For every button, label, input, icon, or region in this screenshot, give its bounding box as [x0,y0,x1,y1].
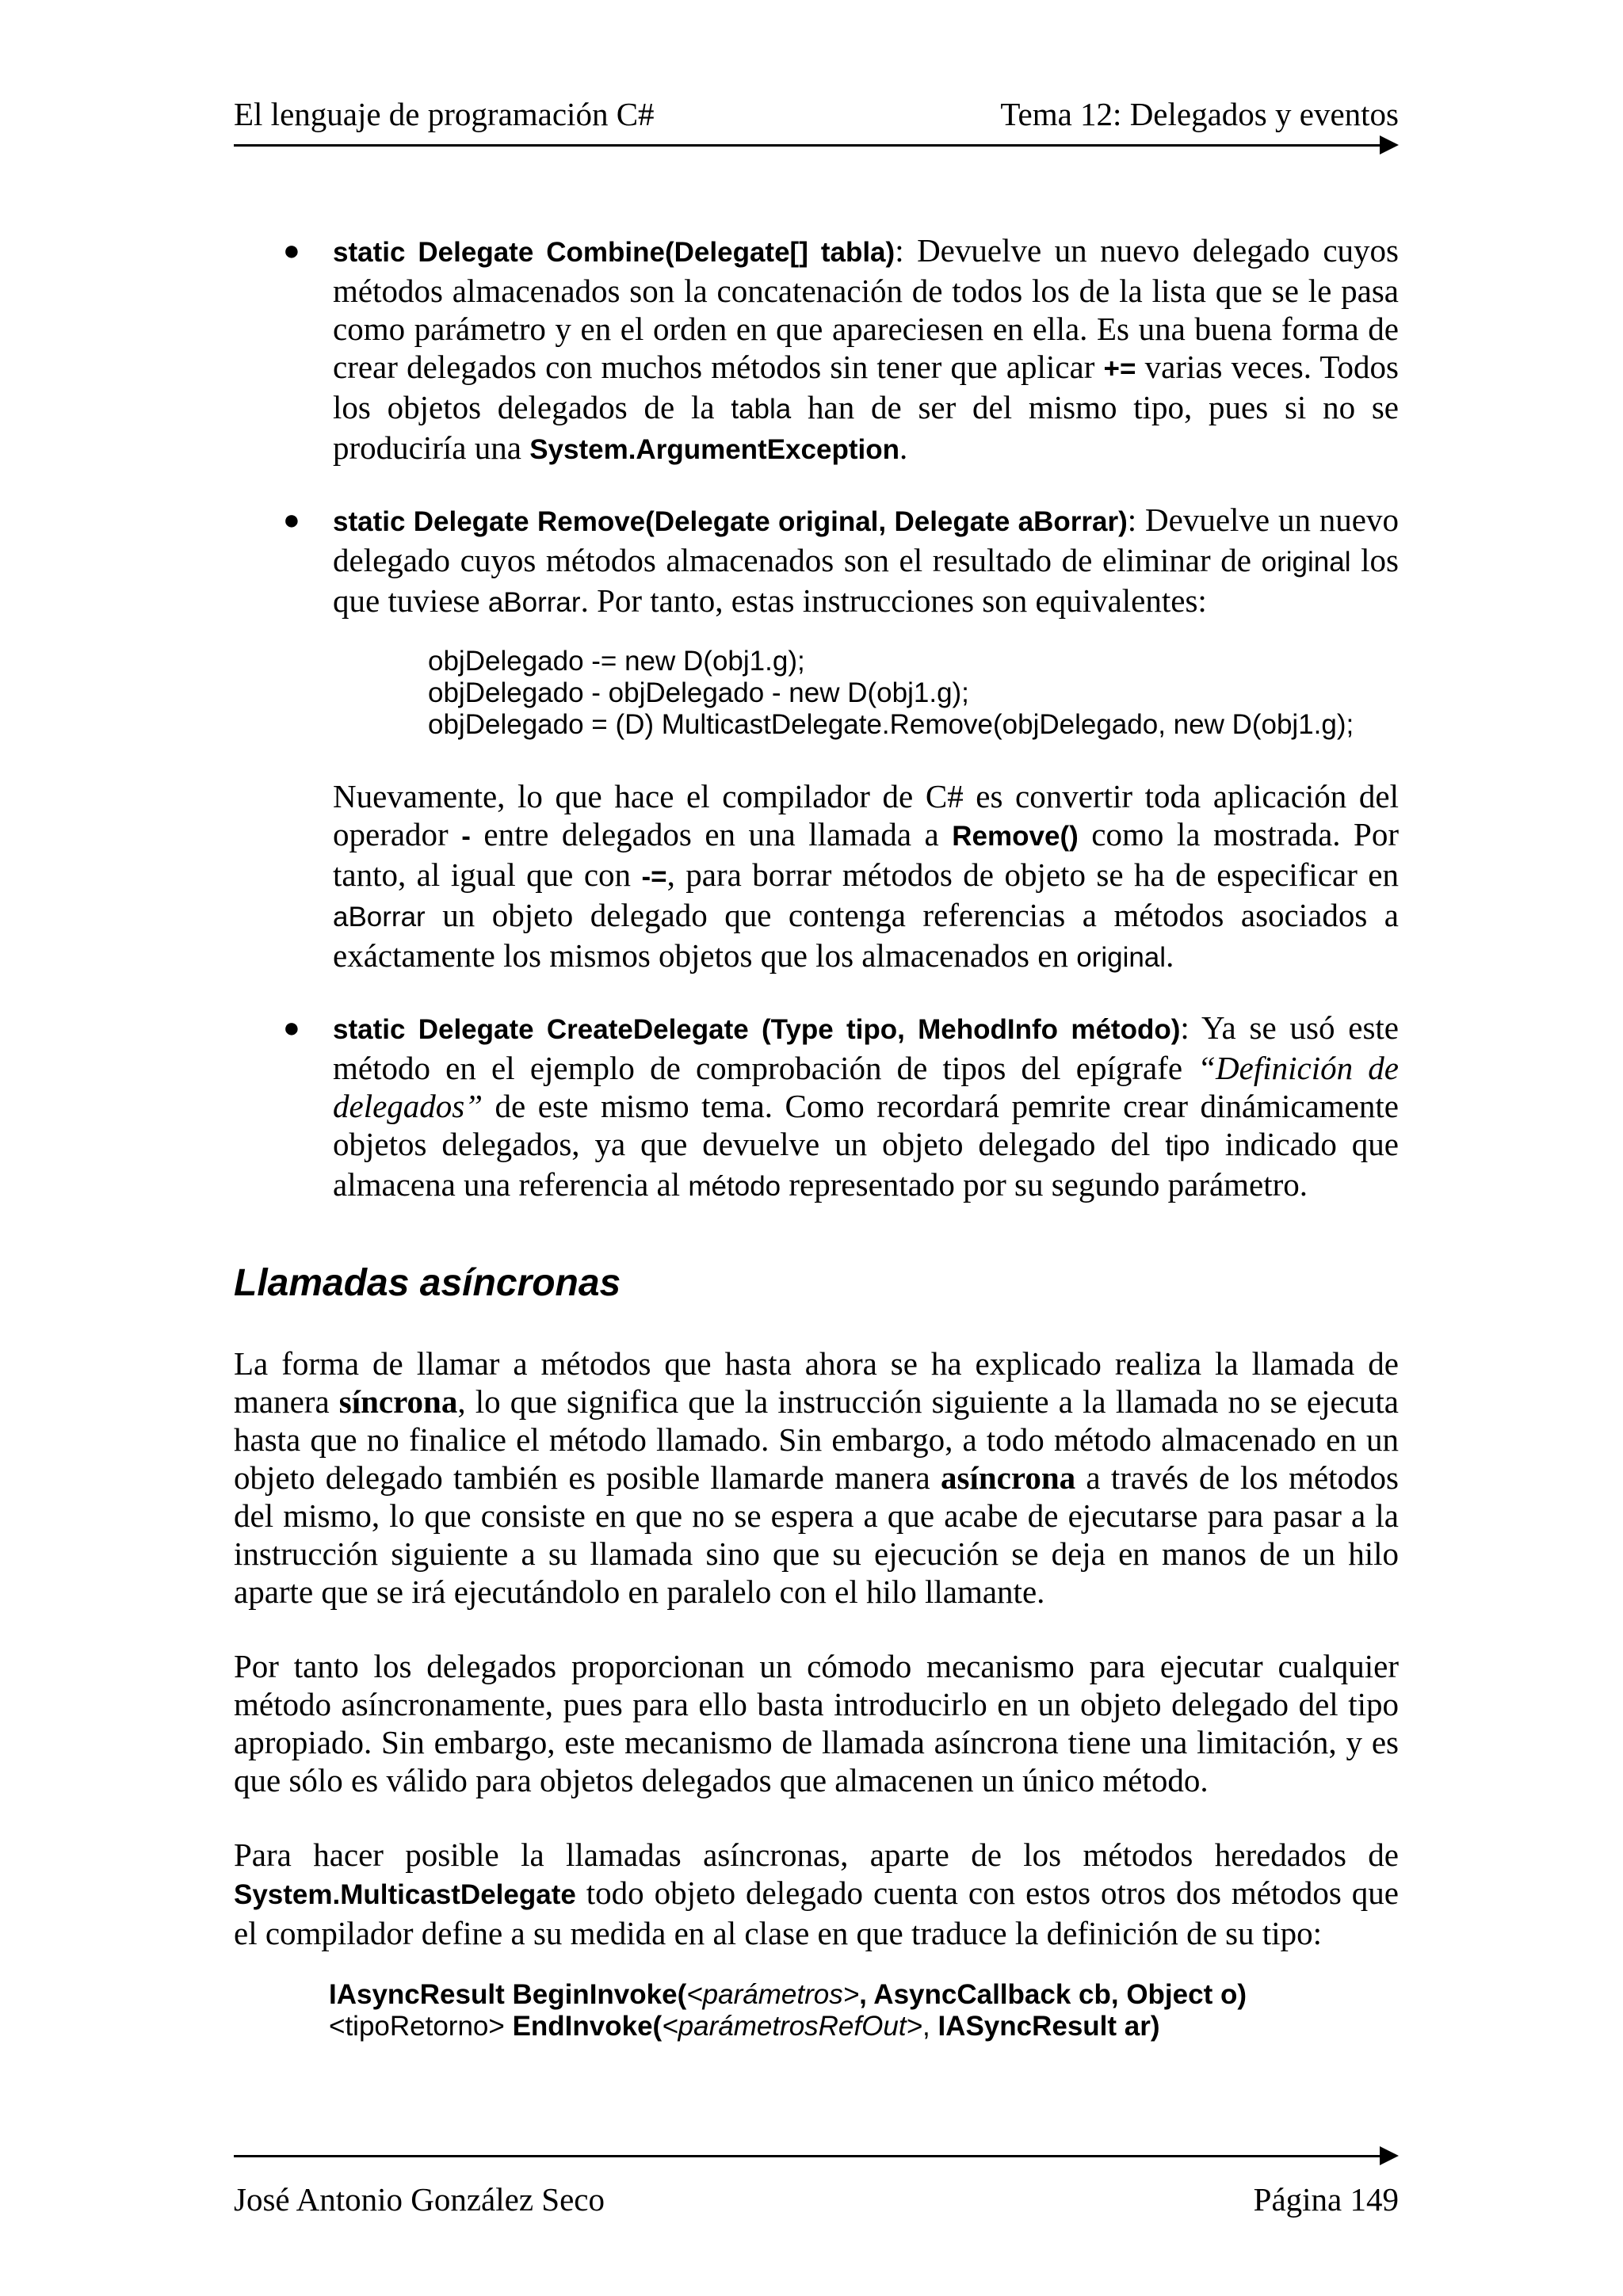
signature-block [234,1979,1399,2042]
paragraph-mecanismo: Por tanto los delegados proporcionan un cómodo mecanismo para ejecutar cualquier método asíncronamente, pues para ello basta introducirlo en un objeto delegado del tipo apropiado. Sin embargo, este mecanismo de llamada asíncrona tiene una limitación, y es que sólo es válido para objetos delegados que almacenen un único método. [234,1648,1399,1798]
method-signature: static Delegate Combine(Delegate[] tabla) [333,237,896,268]
page-header [234,95,1399,166]
page-content [234,231,1399,2042]
paragraph-metodos: Para hacer posible la llamadas asíncronas, aparte de los métodos heredados de System.MulticastDelegate todo objeto delegado cuenta con estos otros dos métodos que el compilador define a su medida en al clase en que traduce la definición de su tipo: [234,1836,1399,1951]
header-book-title: El lenguaje de programación C# [234,96,655,132]
section-reference: “Definición de delegados” [333,1050,1399,1124]
bullet-createdelegate: ● static Delegate CreateDelegate (Type tipo, MehodInfo método): Ya se usó este método en el ejemplo de comprobación de tipos del epígrafe “Definición de delegados” de este mismo tema. Como recordará pemrite crear dinámicamente objetos delegados, ya que devuelve un objeto delegado del tipo indicado que almacena una referencia al método representado por su segundo parámetro. [283,1009,1399,1203]
bullet-remove: ● static Delegate Remove(Delegate original, Delegate aBorrar): Devuelve un nuevo delegado cuyos métodos almacenados son el resultado de eliminar de original los que tuviese aBorrar. Por tanto, estas instrucciones son equivalentes: [283,502,1400,619]
footer-rule [234,2155,1381,2157]
signature-endinvoke: <tipoRetorno> EndInvoke(<parámetrosRefOut>, IASyncResult ar) [329,2011,1160,2042]
footer-page-number: Página 149 [1253,2181,1399,2218]
paragraph-nuevamente: Nuevamente, lo que hace el compilador de C# es convertir toda aplicación del operador - entre delegados en una llamada a Remove() como la mostrada. Por tanto, al igual que con -=, para borrar métodos de objeto se ha de especificar en aBorrar un objeto delegado que contenga referencias a métodos asociados a exáctamente los mismos objetos que los almacenados en original. [333,778,1400,974]
method-signature: static Delegate Remove(Delegate original, Delegate aBorrar) [333,506,1128,537]
code-line: objDelegado = (D) MulticastDelegate.Remove(objDelegado, new D(obj1.g); [428,709,1354,740]
bullet-icon: ● [283,504,300,536]
footer-author: José Antonio González Seco [234,2181,605,2218]
header-chapter-title: Tema 12: Delegados y eventos [1000,96,1399,132]
code-line: objDelegado - objDelegado - new D(obj1.g); [428,677,969,708]
method-signature: static Delegate CreateDelegate (Type tipo, MehodInfo método) [333,1014,1181,1045]
header-arrow-icon [1380,135,1399,154]
bullet-icon: ● [283,1012,300,1043]
paragraph-sincrona: La forma de llamar a métodos que hasta ahora se ha explicado realiza la llamada de manera síncrona, lo que significa que la instrucción siguiente a la llamada no se ejecuta hasta que no finalice el método llamado. Sin embargo, a todo método almacenado en un objeto delegado también es posible llamarde manera asíncrona a través de los métodos del mismo, lo que consiste en que no se espera a que acabe de ejecutarse para pasar a la instrucción siguiente a su llamada sino que su ejecución se deja en manos de un hilo aparte que se irá ejecutándolo en paralelo con el hilo llamante. [234,1345,1400,1610]
signature-begininvoke: IAsyncResult BeginInvoke(<parámetros>, AsyncCallback cb, Object o) [329,1979,1247,2010]
header-rule [234,144,1381,147]
code-line: objDelegado -= new D(obj1.g); [428,646,805,677]
bullet-combine: ● static Delegate Combine(Delegate[] tabla): Devuelve un nuevo delegado cuyos métodos almacenados son la concatenación de todos los de la lista que se le pasa como parámetro y en el orden en que apareciesen en ella. Es una buena forma de crear delegados con muchos métodos sin tener que aplicar += varias veces. Todos los objetos delegados de la tabla han de ser del mismo tipo, pues si no se produciría una System.ArgumentException. [283,232,1400,466]
bullet-icon: ● [283,235,300,266]
code-block [234,646,1399,741]
section-title: Llamadas asíncronas [234,1262,621,1304]
footer-arrow-icon [1380,2146,1399,2165]
page-footer [234,2139,1399,2226]
